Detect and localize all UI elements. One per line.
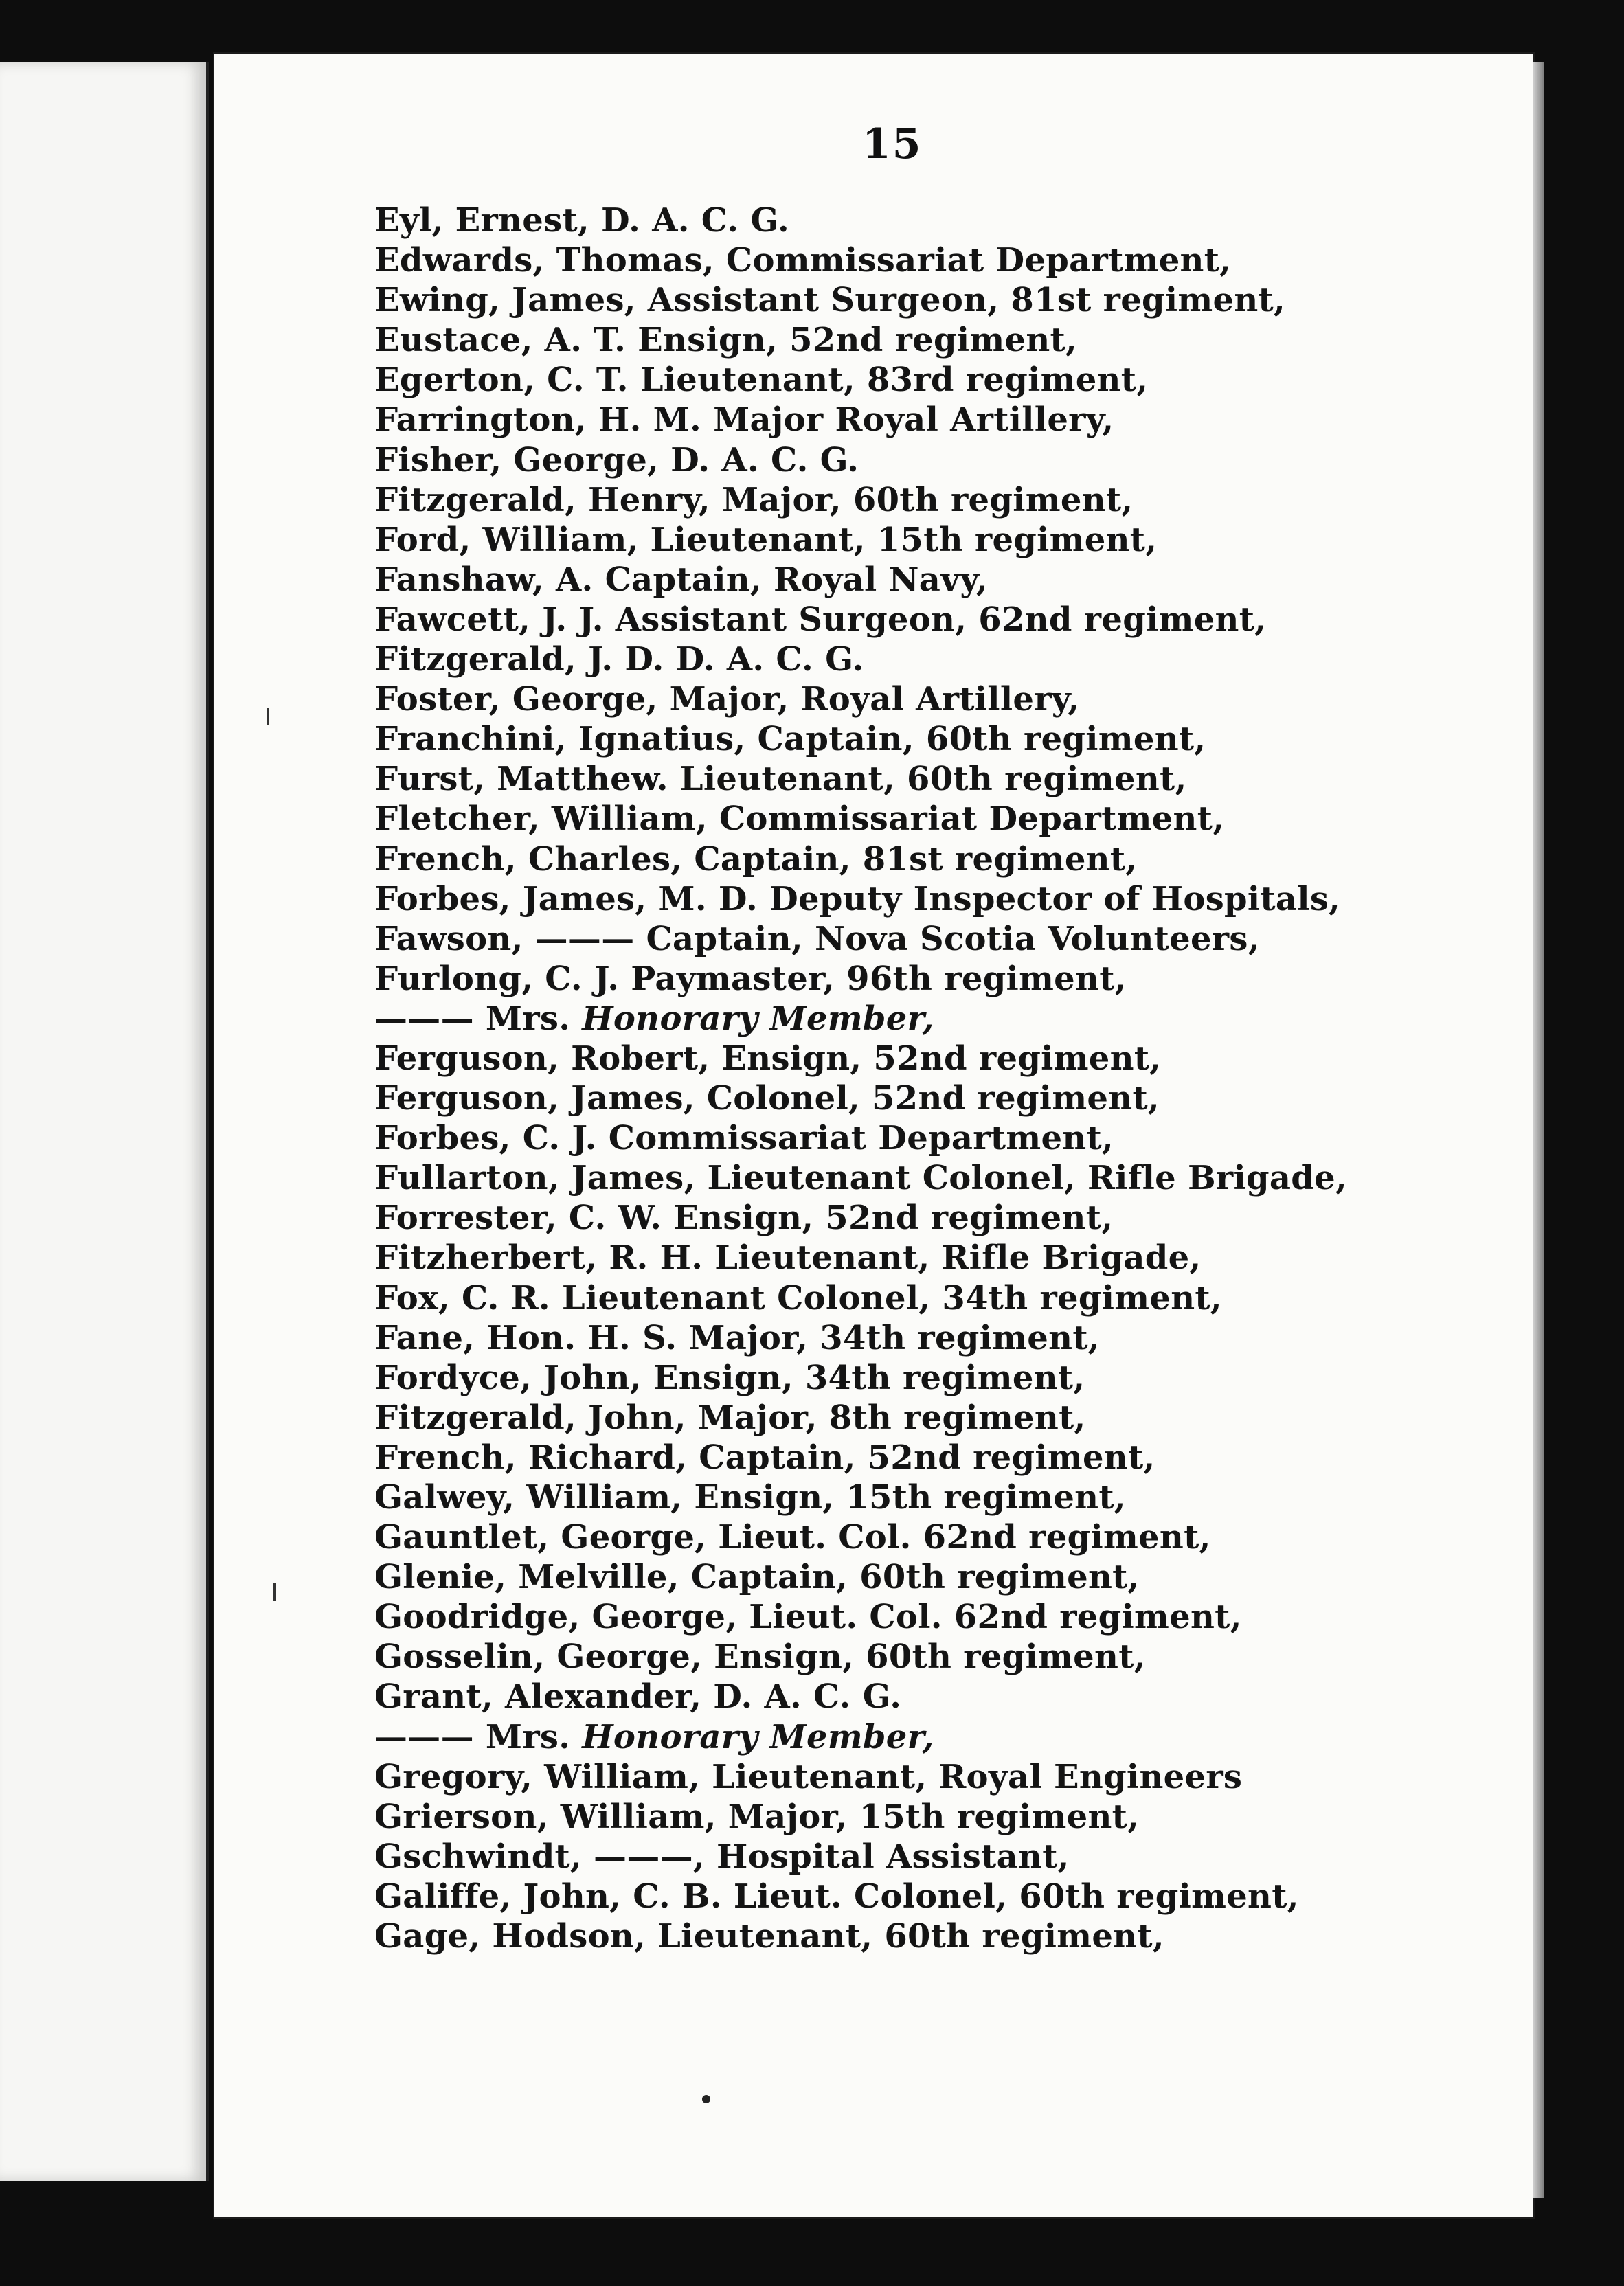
list-entry: Fullarton, James, Lieutenant Colonel, Rifle Brigade,: [374, 1159, 1347, 1198]
list-entry: Glenie, Melville, Captain, 60th regiment,: [374, 1558, 1140, 1597]
page-number: 15: [862, 120, 923, 168]
ink-dot: [702, 2095, 710, 2103]
page-edge-shadow: [1533, 62, 1544, 2198]
margin-mark: [267, 708, 269, 725]
list-entry: Galiffe, John, C. B. Lieut. Colonel, 60th regiment,: [374, 1877, 1299, 1916]
list-entry: Fordyce, John, Ensign, 34th regiment,: [374, 1358, 1085, 1397]
list-entry: Fletcher, William, Commissariat Department,: [374, 800, 1225, 839]
list-entry: Ewing, James, Assistant Surgeon, 81st regiment,: [374, 281, 1286, 320]
list-entry: Galwey, William, Ensign, 15th regiment,: [374, 1478, 1126, 1517]
list-entry: Fane, Hon. H. S. Major, 34th regiment,: [374, 1318, 1100, 1357]
list-entry: Egerton, C. T. Lieutenant, 83rd regiment,: [374, 361, 1149, 400]
list-entry: Forrester, C. W. Ensign, 52nd regiment,: [374, 1199, 1114, 1238]
list-entry: French, Richard, Captain, 52nd regiment,: [374, 1438, 1155, 1477]
list-entry: Furst, Matthew. Lieutenant, 60th regiment,: [374, 760, 1187, 799]
list-entry: Gauntlet, George, Lieut. Col. 62nd regiment,: [374, 1518, 1211, 1557]
list-entry: Edwards, Thomas, Commissariat Department,: [374, 241, 1232, 280]
list-entry: Fisher, George, D. A. C. G.: [374, 440, 859, 479]
list-entry: Forbes, C. J. Commissariat Department,: [374, 1119, 1114, 1158]
list-entry: Grierson, William, Major, 15th regiment,: [374, 1797, 1140, 1836]
list-entry: Goodridge, George, Lieut. Col. 62nd regiment,: [374, 1598, 1242, 1637]
list-entry: Fawcett, J. J. Assistant Surgeon, 62nd regiment,: [374, 600, 1267, 639]
list-entry: Fitzgerald, J. D. D. A. C. G.: [374, 640, 864, 679]
name-list: [374, 201, 1405, 1956]
honorary-prefix: ——— Mrs.: [374, 1717, 583, 1756]
list-entry: Franchini, Ignatius, Captain, 60th regiment,: [374, 720, 1206, 759]
list-entry: Farrington, H. M. Major Royal Artillery,: [374, 400, 1114, 440]
list-entry: Fanshaw, A. Captain, Royal Navy,: [374, 560, 988, 599]
list-entry: Ferguson, Robert, Ensign, 52nd regiment,: [374, 1039, 1162, 1078]
list-entry: Gschwindt, ———, Hospital Assistant,: [374, 1837, 1070, 1876]
left-facing-page: [0, 62, 209, 2181]
list-entry: Ford, William, Lieutenant, 15th regiment,: [374, 520, 1158, 559]
list-entry: Fitzherbert, R. H. Lieutenant, Rifle Brigade,: [374, 1238, 1202, 1278]
margin-mark: [273, 1583, 276, 1601]
honorary-member-entry: [374, 999, 1405, 1039]
list-entry: Fitzgerald, John, Major, 8th regiment,: [374, 1398, 1086, 1437]
honorary-title: Honorary Member,: [582, 1717, 934, 1756]
list-entry: Grant, Alexander, D. A. C. G.: [374, 1677, 902, 1717]
list-entry: French, Charles, Captain, 81st regiment,: [374, 839, 1138, 879]
list-entry: Fitzgerald, Henry, Major, 60th regiment,: [374, 480, 1134, 519]
honorary-title: Honorary Member,: [582, 999, 934, 1038]
list-entry: Forbes, James, M. D. Deputy Inspector of Hospitals,: [374, 879, 1341, 918]
list-entry: Furlong, C. J. Paymaster, 96th regiment,: [374, 959, 1127, 998]
list-entry: Fox, C. R. Lieutenant Colonel, 34th regiment,: [374, 1278, 1222, 1317]
honorary-prefix: ——— Mrs.: [374, 999, 583, 1038]
list-entry: Gosselin, George, Ensign, 60th regiment,: [374, 1638, 1146, 1677]
list-entry: Gregory, William, Lieutenant, Royal Engineers: [374, 1757, 1243, 1796]
list-entry: Gage, Hodson, Lieutenant, 60th regiment,: [374, 1917, 1164, 1956]
list-entry: Eustace, A. T. Ensign, 52nd regiment,: [374, 321, 1078, 360]
list-entry: Ferguson, James, Colonel, 52nd regiment,: [374, 1079, 1160, 1118]
list-entry: Fawson, ——— Captain, Nova Scotia Volunteers,: [374, 919, 1260, 958]
list-entry: Foster, George, Major, Royal Artillery,: [374, 680, 1080, 719]
list-entry: Eyl, Ernest, D. A. C. G.: [374, 201, 790, 240]
honorary-member-entry: [374, 1717, 1405, 1757]
